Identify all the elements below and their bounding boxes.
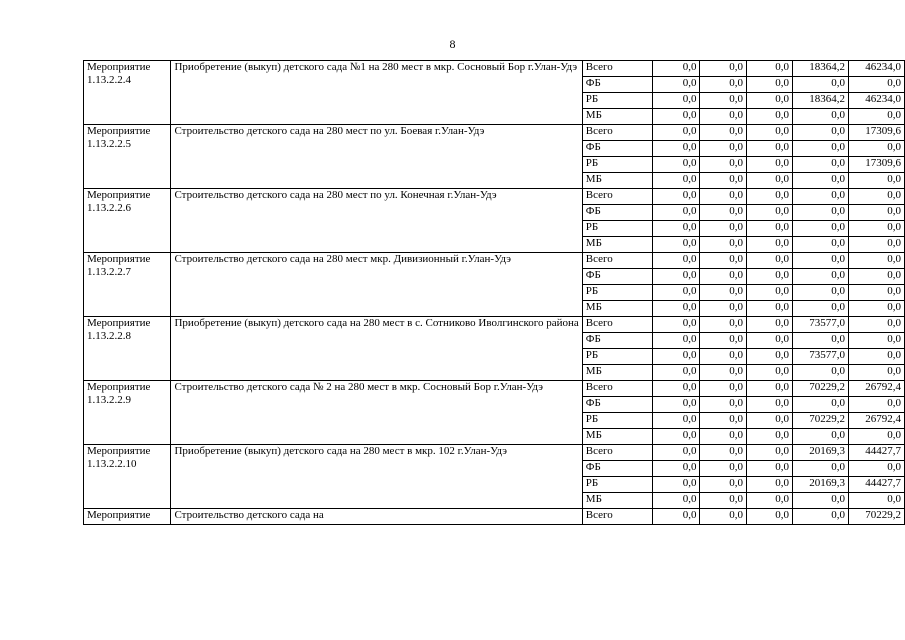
value-cell: 0,0 xyxy=(793,125,849,141)
event-label: Мероприятие xyxy=(87,253,151,265)
value-cell: 0,0 xyxy=(652,141,700,157)
event-label: Мероприятие xyxy=(87,445,151,457)
value-cell: 0,0 xyxy=(652,93,700,109)
value-cell: 0,0 xyxy=(793,365,849,381)
value-cell: 0,0 xyxy=(700,141,747,157)
value-cell: 0,0 xyxy=(700,445,747,461)
value-cell: 0,0 xyxy=(747,253,793,269)
value-cell: 0,0 xyxy=(700,349,747,365)
value-cell: 0,0 xyxy=(652,221,700,237)
value-cell: 17309,6 xyxy=(848,157,904,173)
value-cell: 0,0 xyxy=(700,221,747,237)
funding-source: ФБ xyxy=(582,141,652,157)
value-cell: 0,0 xyxy=(652,333,700,349)
event-code: 1.13.2.2.6 xyxy=(87,202,131,214)
value-cell: 0,0 xyxy=(652,253,700,269)
value-cell: 0,0 xyxy=(747,77,793,93)
value-cell: 0,0 xyxy=(652,173,700,189)
value-cell: 0,0 xyxy=(848,461,904,477)
event-cell xyxy=(84,61,171,125)
funding-source: РБ xyxy=(582,157,652,173)
value-cell: 0,0 xyxy=(747,141,793,157)
value-cell: 0,0 xyxy=(747,301,793,317)
event-cell xyxy=(84,253,171,317)
funding-source: Всего xyxy=(582,509,652,525)
event-code: 1.13.2.2.4 xyxy=(87,74,131,86)
budget-table xyxy=(83,60,905,525)
value-cell: 0,0 xyxy=(848,349,904,365)
value-cell: 0,0 xyxy=(652,189,700,205)
funding-source: Всего xyxy=(582,61,652,77)
event-code: 1.13.2.2.10 xyxy=(87,458,137,470)
value-cell: 0,0 xyxy=(700,381,747,397)
value-cell: 0,0 xyxy=(793,285,849,301)
value-cell: 18364,2 xyxy=(793,93,849,109)
value-cell: 0,0 xyxy=(652,157,700,173)
value-cell: 0,0 xyxy=(747,333,793,349)
value-cell: 0,0 xyxy=(747,397,793,413)
value-cell: 0,0 xyxy=(700,509,747,525)
event-name: Строительство детского сада на xyxy=(171,509,582,525)
value-cell: 0,0 xyxy=(793,493,849,509)
value-cell: 0,0 xyxy=(652,413,700,429)
value-cell: 0,0 xyxy=(848,333,904,349)
value-cell: 0,0 xyxy=(793,429,849,445)
value-cell: 0,0 xyxy=(700,77,747,93)
value-cell: 0,0 xyxy=(747,237,793,253)
funding-source: МБ xyxy=(582,301,652,317)
table-row xyxy=(84,445,905,461)
value-cell: 0,0 xyxy=(848,493,904,509)
funding-source: МБ xyxy=(582,429,652,445)
funding-source: МБ xyxy=(582,237,652,253)
event-code: 1.13.2.2.7 xyxy=(87,266,131,278)
value-cell: 70229,2 xyxy=(848,509,904,525)
value-cell: 0,0 xyxy=(700,333,747,349)
value-cell: 0,0 xyxy=(793,189,849,205)
event-cell xyxy=(84,381,171,445)
value-cell: 44427,7 xyxy=(848,445,904,461)
value-cell: 0,0 xyxy=(652,61,700,77)
value-cell: 0,0 xyxy=(700,365,747,381)
value-cell: 70229,2 xyxy=(793,381,849,397)
funding-source: ФБ xyxy=(582,77,652,93)
value-cell: 0,0 xyxy=(700,477,747,493)
value-cell: 0,0 xyxy=(793,141,849,157)
value-cell: 26792,4 xyxy=(848,413,904,429)
value-cell: 0,0 xyxy=(700,237,747,253)
value-cell: 0,0 xyxy=(747,173,793,189)
funding-source: Всего xyxy=(582,189,652,205)
value-cell: 0,0 xyxy=(848,397,904,413)
value-cell: 44427,7 xyxy=(848,477,904,493)
event-code: 1.13.2.2.8 xyxy=(87,330,131,342)
value-cell: 0,0 xyxy=(700,189,747,205)
value-cell: 0,0 xyxy=(747,125,793,141)
value-cell: 0,0 xyxy=(793,77,849,93)
event-name: Строительство детского сада на 280 мест мкр. Дивизионный г.Улан-Удэ xyxy=(171,253,582,317)
event-label: Мероприятие xyxy=(87,381,151,393)
table-row xyxy=(84,61,905,77)
funding-source: Всего xyxy=(582,381,652,397)
value-cell: 0,0 xyxy=(848,365,904,381)
value-cell: 0,0 xyxy=(747,205,793,221)
value-cell: 0,0 xyxy=(793,461,849,477)
value-cell: 0,0 xyxy=(747,429,793,445)
event-label: Мероприятие xyxy=(87,125,151,137)
funding-source: РБ xyxy=(582,477,652,493)
value-cell: 0,0 xyxy=(652,509,700,525)
value-cell: 0,0 xyxy=(700,301,747,317)
funding-source: РБ xyxy=(582,285,652,301)
value-cell: 0,0 xyxy=(848,253,904,269)
value-cell: 0,0 xyxy=(700,317,747,333)
table-row xyxy=(84,125,905,141)
value-cell: 0,0 xyxy=(700,429,747,445)
event-label: Мероприятие xyxy=(87,189,151,201)
value-cell: 0,0 xyxy=(793,157,849,173)
value-cell: 0,0 xyxy=(652,77,700,93)
value-cell: 0,0 xyxy=(700,253,747,269)
value-cell: 0,0 xyxy=(700,493,747,509)
funding-source: ФБ xyxy=(582,269,652,285)
event-cell xyxy=(84,189,171,253)
value-cell: 0,0 xyxy=(700,205,747,221)
funding-source: МБ xyxy=(582,109,652,125)
value-cell: 0,0 xyxy=(747,221,793,237)
value-cell: 0,0 xyxy=(747,189,793,205)
value-cell: 0,0 xyxy=(848,317,904,333)
page-number: 8 xyxy=(449,37,456,51)
value-cell: 0,0 xyxy=(848,173,904,189)
value-cell: 0,0 xyxy=(747,61,793,77)
value-cell: 73577,0 xyxy=(793,317,849,333)
table-row xyxy=(84,509,905,525)
value-cell: 0,0 xyxy=(652,301,700,317)
funding-source: МБ xyxy=(582,493,652,509)
value-cell: 0,0 xyxy=(700,61,747,77)
value-cell: 0,0 xyxy=(747,157,793,173)
event-name: Приобретение (выкуп) детского сада на 280 мест в мкр. 102 г.Улан-Удэ xyxy=(171,445,582,509)
value-cell: 0,0 xyxy=(700,269,747,285)
event-code: 1.13.2.2.9 xyxy=(87,394,131,406)
event-label: Мероприятие xyxy=(87,61,151,73)
value-cell: 0,0 xyxy=(793,509,849,525)
funding-source: Всего xyxy=(582,317,652,333)
value-cell: 0,0 xyxy=(793,253,849,269)
value-cell: 0,0 xyxy=(848,301,904,317)
value-cell: 0,0 xyxy=(652,317,700,333)
value-cell: 0,0 xyxy=(848,77,904,93)
value-cell: 0,0 xyxy=(747,413,793,429)
value-cell: 0,0 xyxy=(652,365,700,381)
value-cell: 0,0 xyxy=(848,189,904,205)
table-row xyxy=(84,381,905,397)
value-cell: 0,0 xyxy=(793,205,849,221)
funding-source: МБ xyxy=(582,365,652,381)
value-cell: 0,0 xyxy=(793,333,849,349)
event-cell xyxy=(84,317,171,381)
value-cell: 0,0 xyxy=(747,93,793,109)
event-label: Мероприятие xyxy=(87,317,151,329)
funding-source: РБ xyxy=(582,93,652,109)
value-cell: 0,0 xyxy=(700,93,747,109)
value-cell: 0,0 xyxy=(747,349,793,365)
event-name: Приобретение (выкуп) детского сада №1 на 280 мест в мкр. Сосновый Бор г.Улан-Удэ xyxy=(171,61,582,125)
value-cell: 0,0 xyxy=(747,269,793,285)
value-cell: 0,0 xyxy=(747,445,793,461)
value-cell: 0,0 xyxy=(848,429,904,445)
budget-table-body xyxy=(84,61,905,525)
value-cell: 0,0 xyxy=(848,221,904,237)
value-cell: 26792,4 xyxy=(848,381,904,397)
value-cell: 0,0 xyxy=(700,173,747,189)
value-cell: 0,0 xyxy=(848,237,904,253)
value-cell: 46234,0 xyxy=(848,93,904,109)
value-cell: 0,0 xyxy=(848,285,904,301)
funding-source: ФБ xyxy=(582,333,652,349)
funding-source: ФБ xyxy=(582,397,652,413)
funding-source: МБ xyxy=(582,173,652,189)
value-cell: 0,0 xyxy=(652,269,700,285)
event-name: Приобретение (выкуп) детского сада на 280 мест в с. Сотниково Иволгинского района xyxy=(171,317,582,381)
value-cell: 0,0 xyxy=(848,141,904,157)
value-cell: 0,0 xyxy=(652,397,700,413)
funding-source: Всего xyxy=(582,125,652,141)
value-cell: 0,0 xyxy=(793,301,849,317)
value-cell: 0,0 xyxy=(652,493,700,509)
value-cell: 0,0 xyxy=(652,381,700,397)
value-cell: 0,0 xyxy=(793,109,849,125)
value-cell: 20169,3 xyxy=(793,445,849,461)
value-cell: 0,0 xyxy=(793,237,849,253)
event-name: Строительство детского сада на 280 мест по ул. Конечная г.Улан-Удэ xyxy=(171,189,582,253)
table-row xyxy=(84,189,905,205)
value-cell: 0,0 xyxy=(700,125,747,141)
event-name: Строительство детского сада на 280 мест по ул. Боевая г.Улан-Удэ xyxy=(171,125,582,189)
value-cell: 0,0 xyxy=(793,269,849,285)
value-cell: 0,0 xyxy=(848,269,904,285)
value-cell: 0,0 xyxy=(747,381,793,397)
table-row xyxy=(84,317,905,333)
value-cell: 0,0 xyxy=(793,221,849,237)
value-cell: 0,0 xyxy=(700,397,747,413)
value-cell: 0,0 xyxy=(848,109,904,125)
value-cell: 0,0 xyxy=(747,493,793,509)
value-cell: 0,0 xyxy=(747,477,793,493)
value-cell: 0,0 xyxy=(652,461,700,477)
funding-source: ФБ xyxy=(582,461,652,477)
value-cell: 0,0 xyxy=(793,173,849,189)
funding-source: РБ xyxy=(582,413,652,429)
value-cell: 70229,2 xyxy=(793,413,849,429)
event-label: Мероприятие xyxy=(87,509,151,521)
value-cell: 17309,6 xyxy=(848,125,904,141)
value-cell: 0,0 xyxy=(652,125,700,141)
funding-source: Всего xyxy=(582,253,652,269)
value-cell: 0,0 xyxy=(747,285,793,301)
funding-source: Всего xyxy=(582,445,652,461)
value-cell: 0,0 xyxy=(652,477,700,493)
value-cell: 0,0 xyxy=(652,205,700,221)
value-cell: 0,0 xyxy=(700,157,747,173)
value-cell: 0,0 xyxy=(700,285,747,301)
value-cell: 0,0 xyxy=(652,445,700,461)
value-cell: 0,0 xyxy=(747,365,793,381)
value-cell: 20169,3 xyxy=(793,477,849,493)
funding-source: РБ xyxy=(582,349,652,365)
table-row xyxy=(84,253,905,269)
value-cell: 0,0 xyxy=(747,317,793,333)
value-cell: 46234,0 xyxy=(848,61,904,77)
value-cell: 0,0 xyxy=(700,109,747,125)
value-cell: 0,0 xyxy=(652,285,700,301)
value-cell: 0,0 xyxy=(747,109,793,125)
value-cell: 0,0 xyxy=(747,509,793,525)
event-name: Строительство детского сада № 2 на 280 мест в мкр. Сосновый Бор г.Улан-Удэ xyxy=(171,381,582,445)
value-cell: 73577,0 xyxy=(793,349,849,365)
value-cell: 18364,2 xyxy=(793,61,849,77)
value-cell: 0,0 xyxy=(848,205,904,221)
event-cell xyxy=(84,445,171,509)
value-cell: 0,0 xyxy=(700,413,747,429)
value-cell: 0,0 xyxy=(700,461,747,477)
value-cell: 0,0 xyxy=(652,237,700,253)
funding-source: РБ xyxy=(582,221,652,237)
value-cell: 0,0 xyxy=(747,461,793,477)
value-cell: 0,0 xyxy=(652,349,700,365)
value-cell: 0,0 xyxy=(652,109,700,125)
value-cell: 0,0 xyxy=(793,397,849,413)
event-cell xyxy=(84,125,171,189)
value-cell: 0,0 xyxy=(652,429,700,445)
funding-source: ФБ xyxy=(582,205,652,221)
event-cell xyxy=(84,509,171,525)
event-code: 1.13.2.2.5 xyxy=(87,138,131,150)
